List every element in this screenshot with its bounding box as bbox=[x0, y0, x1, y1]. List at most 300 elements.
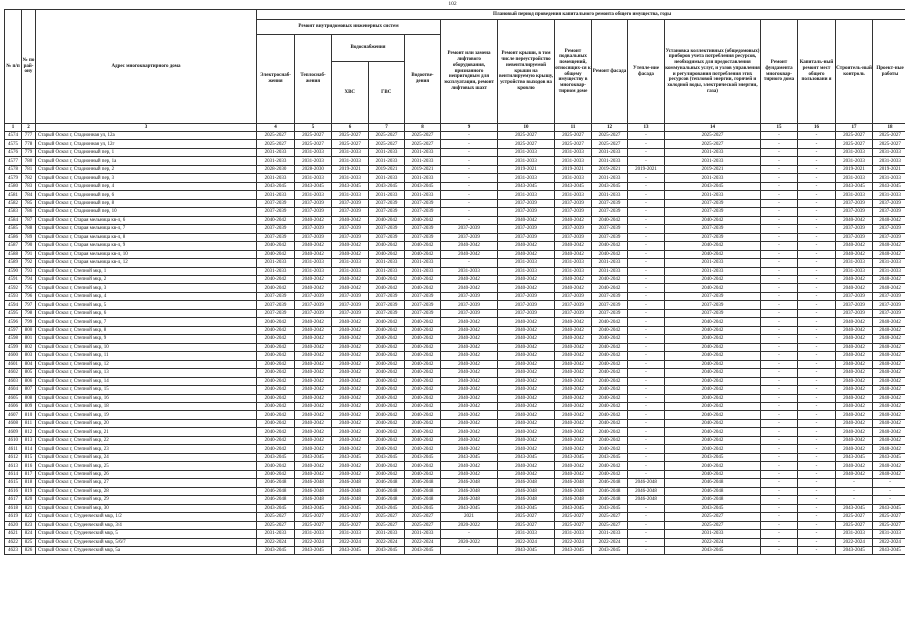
table-row bbox=[5, 233, 905, 241]
period-cell: 2031-2033 bbox=[555, 191, 592, 199]
period-cell: 2043-2045 bbox=[555, 546, 592, 554]
period-cell: - bbox=[761, 419, 798, 427]
period-cell: 2040-2042 bbox=[498, 326, 555, 334]
address-cell: Старый Оскол г, Студенческий мкр, 5/6/7 bbox=[36, 538, 257, 546]
period-cell: 2031-2033 bbox=[836, 267, 873, 275]
period-cell: 2040-2042 bbox=[836, 335, 873, 343]
period-cell: 2025-2027 bbox=[592, 521, 628, 529]
row-number: 4592 bbox=[5, 284, 22, 292]
period-cell: 2040-2042 bbox=[592, 216, 628, 224]
period-cell: 2046-2048 bbox=[295, 496, 332, 504]
period-cell: 2040-2042 bbox=[257, 275, 295, 283]
period-cell: 2037-2039 bbox=[873, 309, 905, 317]
period-cell: 2040-2042 bbox=[665, 411, 761, 419]
rayon-number: 805 bbox=[22, 369, 36, 377]
period-cell: 2031-2033 bbox=[257, 530, 295, 538]
period-cell: 2037-2039 bbox=[836, 309, 873, 317]
period-cell: 2040-2042 bbox=[592, 335, 628, 343]
period-cell: 2040-2042 bbox=[332, 428, 369, 436]
address-cell: Старый Оскол г, Степной мкр, 8 bbox=[36, 326, 257, 334]
period-cell: 2037-2039 bbox=[441, 225, 498, 233]
period-cell: 2040-2042 bbox=[295, 216, 332, 224]
header-insulation: Утепле-ние фасада bbox=[628, 20, 665, 124]
table-row bbox=[5, 132, 905, 140]
period-cell: 2043-2045 bbox=[332, 504, 369, 512]
period-cell: 2040-2042 bbox=[295, 419, 332, 427]
period-cell: 2040-2042 bbox=[295, 326, 332, 334]
rayon-number: 810 bbox=[22, 411, 36, 419]
rayon-number: 778 bbox=[22, 140, 36, 148]
header-hvs: ХВС bbox=[332, 62, 369, 123]
period-cell: 2037-2039 bbox=[498, 301, 555, 309]
period-cell: 2040-2042 bbox=[592, 284, 628, 292]
header-water-supply-group bbox=[332, 35, 405, 124]
period-cell: 2031-2033 bbox=[665, 259, 761, 267]
period-cell: - bbox=[761, 250, 798, 258]
period-cell: 2040-2042 bbox=[369, 284, 405, 292]
period-cell: - bbox=[798, 369, 836, 377]
rayon-number: 779 bbox=[22, 148, 36, 156]
address-cell: Старый Оскол г, Степной мкр, 5 bbox=[36, 301, 257, 309]
period-cell: 2040-2042 bbox=[873, 411, 905, 419]
period-cell: 2040-2042 bbox=[405, 411, 441, 419]
period-cell: 2046-2048 bbox=[555, 479, 592, 487]
period-cell: 2043-2045 bbox=[592, 504, 628, 512]
period-cell: 2037-2039 bbox=[836, 208, 873, 216]
period-cell: 2025-2027 bbox=[257, 132, 295, 140]
period-cell: - bbox=[798, 453, 836, 461]
period-cell: 2025-2027 bbox=[498, 521, 555, 529]
period-cell: 2022-2024 bbox=[592, 538, 628, 546]
period-cell: 2040-2042 bbox=[257, 436, 295, 444]
period-cell: 2025-2027 bbox=[405, 132, 441, 140]
period-cell: 2040-2042 bbox=[332, 335, 369, 343]
period-cell: 2040-2042 bbox=[873, 394, 905, 402]
rayon-number: 807 bbox=[22, 386, 36, 394]
period-cell: 2037-2039 bbox=[405, 225, 441, 233]
rayon-number: 798 bbox=[22, 309, 36, 317]
period-cell: 2040-2042 bbox=[555, 377, 592, 385]
period-cell: - bbox=[761, 165, 798, 173]
period-cell: 2040-2042 bbox=[369, 394, 405, 402]
period-cell: 2040-2042 bbox=[441, 326, 498, 334]
period-cell: 2040-2042 bbox=[873, 386, 905, 394]
header-plan-title: Плановый период проведения капитального ремонта общего имущества, годы bbox=[257, 10, 905, 20]
period-cell: - bbox=[761, 191, 798, 199]
period-cell: 2031-2033 bbox=[295, 259, 332, 267]
period-cell: 2046-2048 bbox=[555, 487, 592, 495]
period-cell: 2046-2048 bbox=[295, 479, 332, 487]
period-cell: 2019-2021 bbox=[332, 165, 369, 173]
period-cell: 2040-2042 bbox=[498, 386, 555, 394]
period-cell: - bbox=[628, 182, 665, 190]
period-cell: 2037-2039 bbox=[555, 233, 592, 241]
period-cell: 2031-2033 bbox=[873, 530, 905, 538]
column-number: 18 bbox=[873, 124, 905, 132]
period-cell: 2040-2042 bbox=[295, 369, 332, 377]
period-cell: 2040-2042 bbox=[555, 242, 592, 250]
period-cell: 2040-2042 bbox=[665, 403, 761, 411]
period-cell: 2037-2039 bbox=[665, 292, 761, 300]
period-cell: 2040-2042 bbox=[332, 216, 369, 224]
period-cell: 2040-2042 bbox=[405, 284, 441, 292]
period-cell: - bbox=[761, 318, 798, 326]
period-cell: 2040-2042 bbox=[369, 360, 405, 368]
period-cell: 2037-2039 bbox=[836, 225, 873, 233]
period-cell: - bbox=[761, 335, 798, 343]
period-cell: 2037-2039 bbox=[257, 225, 295, 233]
period-cell: 2019-2021 bbox=[836, 165, 873, 173]
period-cell: - bbox=[798, 479, 836, 487]
period-cell: 2040-2042 bbox=[369, 242, 405, 250]
row-number: 4608 bbox=[5, 419, 22, 427]
period-cell: 2025-2027 bbox=[257, 513, 295, 521]
period-cell: - bbox=[761, 242, 798, 250]
period-cell: 2040-2042 bbox=[873, 318, 905, 326]
table-row bbox=[5, 318, 905, 326]
period-cell: 2046-2048 bbox=[665, 496, 761, 504]
period-cell: 2040-2042 bbox=[836, 343, 873, 351]
table-row bbox=[5, 436, 905, 444]
period-cell: 2031-2033 bbox=[873, 259, 905, 267]
period-cell: 2046-2048 bbox=[555, 496, 592, 504]
period-cell: 2046-2048 bbox=[332, 479, 369, 487]
rayon-number: 783 bbox=[22, 182, 36, 190]
period-cell: - bbox=[798, 132, 836, 140]
period-cell: 2040-2042 bbox=[836, 470, 873, 478]
period-cell: 2040-2042 bbox=[332, 394, 369, 402]
period-cell: 2040-2042 bbox=[441, 411, 498, 419]
period-cell: - bbox=[761, 140, 798, 148]
rayon-number: 795 bbox=[22, 284, 36, 292]
period-cell: - bbox=[628, 403, 665, 411]
table-row bbox=[5, 487, 905, 495]
period-cell: 2046-2048 bbox=[592, 479, 628, 487]
column-number: 4 bbox=[257, 124, 295, 132]
rayon-number: 792 bbox=[22, 259, 36, 267]
rayon-number: 806 bbox=[22, 377, 36, 385]
period-cell: - bbox=[836, 496, 873, 504]
period-cell: 2025-2027 bbox=[332, 140, 369, 148]
period-cell: 2043-2045 bbox=[555, 453, 592, 461]
period-cell: 2040-2042 bbox=[257, 403, 295, 411]
period-cell: 2040-2042 bbox=[369, 462, 405, 470]
period-cell: - bbox=[798, 309, 836, 317]
period-cell: 2040-2042 bbox=[665, 470, 761, 478]
period-cell: - bbox=[798, 462, 836, 470]
period-cell: 2040-2042 bbox=[498, 284, 555, 292]
period-cell: - bbox=[761, 479, 798, 487]
period-cell: - bbox=[798, 343, 836, 351]
period-cell: - bbox=[441, 208, 498, 216]
period-cell: 2040-2042 bbox=[592, 326, 628, 334]
period-cell: 2031-2033 bbox=[405, 267, 441, 275]
address-cell: Старый Оскол г, Стадионный пер, 1 bbox=[36, 148, 257, 156]
period-cell: 2037-2039 bbox=[332, 292, 369, 300]
period-cell: 2043-2045 bbox=[295, 504, 332, 512]
period-cell: 2040-2042 bbox=[257, 428, 295, 436]
period-cell: 2040-2042 bbox=[555, 326, 592, 334]
period-cell: 2046-2048 bbox=[405, 496, 441, 504]
period-cell: - bbox=[761, 360, 798, 368]
rayon-number: 823 bbox=[22, 521, 36, 529]
row-number: 4588 bbox=[5, 250, 22, 258]
period-cell: 2031-2033 bbox=[257, 191, 295, 199]
period-cell: 2040-2042 bbox=[836, 216, 873, 224]
column-numbers-row bbox=[5, 124, 905, 132]
period-cell: 2037-2039 bbox=[369, 208, 405, 216]
table-row bbox=[5, 403, 905, 411]
period-cell: 2040-2042 bbox=[592, 242, 628, 250]
period-cell: 2043-2045 bbox=[498, 546, 555, 554]
period-cell: 2037-2039 bbox=[592, 199, 628, 207]
period-cell: 2037-2039 bbox=[555, 199, 592, 207]
period-cell: - bbox=[798, 267, 836, 275]
period-cell: - bbox=[628, 225, 665, 233]
period-cell: 2025-2027 bbox=[332, 132, 369, 140]
period-cell: 2040-2042 bbox=[836, 462, 873, 470]
period-cell: 2031-2033 bbox=[257, 267, 295, 275]
period-cell: - bbox=[798, 191, 836, 199]
period-cell: 2040-2042 bbox=[405, 369, 441, 377]
period-cell: 2025-2027 bbox=[873, 132, 905, 140]
period-cell: - bbox=[798, 275, 836, 283]
period-cell: 2031-2033 bbox=[592, 267, 628, 275]
period-cell: 2025-2027 bbox=[369, 132, 405, 140]
period-cell: 2043-2045 bbox=[257, 182, 295, 190]
period-cell: 2031-2033 bbox=[873, 191, 905, 199]
period-cell: 2040-2042 bbox=[592, 360, 628, 368]
column-number: 1 bbox=[5, 124, 22, 132]
capital-repair-table bbox=[4, 9, 905, 555]
table-row bbox=[5, 225, 905, 233]
period-cell: 2040-2042 bbox=[405, 216, 441, 224]
period-cell: - bbox=[798, 225, 836, 233]
period-cell: 2040-2042 bbox=[405, 250, 441, 258]
header-design: Проект-ные работы bbox=[873, 20, 905, 124]
period-cell: - bbox=[628, 216, 665, 224]
column-number: 13 bbox=[628, 124, 665, 132]
period-cell: - bbox=[628, 411, 665, 419]
period-cell: 2040-2042 bbox=[405, 419, 441, 427]
period-cell: 2040-2042 bbox=[555, 470, 592, 478]
period-cell: 2022-2024 bbox=[836, 538, 873, 546]
period-cell: 2040-2042 bbox=[665, 318, 761, 326]
row-number: 4619 bbox=[5, 513, 22, 521]
period-cell: 2025-2027 bbox=[405, 521, 441, 529]
period-cell: 2040-2042 bbox=[498, 216, 555, 224]
period-cell: 2040-2042 bbox=[555, 428, 592, 436]
row-number: 4575 bbox=[5, 140, 22, 148]
period-cell: - bbox=[628, 419, 665, 427]
period-cell: 2040-2042 bbox=[665, 386, 761, 394]
period-cell: 2031-2033 bbox=[295, 157, 332, 165]
period-cell: 2037-2039 bbox=[555, 225, 592, 233]
period-cell: 2046-2048 bbox=[369, 479, 405, 487]
period-cell: 2040-2042 bbox=[836, 352, 873, 360]
address-cell: Старый Оскол г, Степной мкр, 16 bbox=[36, 394, 257, 402]
table-row bbox=[5, 259, 905, 267]
address-cell: Старый Оскол г, Степной мкр, 12 bbox=[36, 360, 257, 368]
period-cell: 2046-2048 bbox=[441, 479, 498, 487]
period-cell: 2031-2033 bbox=[369, 191, 405, 199]
column-number: 17 bbox=[836, 124, 873, 132]
column-number: 3 bbox=[36, 124, 257, 132]
period-cell: 2037-2039 bbox=[295, 199, 332, 207]
period-cell: 2040-2042 bbox=[873, 326, 905, 334]
address-cell: Старый Оскол г, Стадионный пер, 2 bbox=[36, 165, 257, 173]
address-cell: Старый Оскол г, Стадионный пер, 8 bbox=[36, 199, 257, 207]
address-cell: Старый Оскол г, Студенческий мкр, 3/4 bbox=[36, 521, 257, 529]
period-cell: 2040-2042 bbox=[555, 369, 592, 377]
table-row bbox=[5, 174, 905, 182]
period-cell: - bbox=[761, 233, 798, 241]
period-cell: 2040-2042 bbox=[441, 403, 498, 411]
period-cell: 2040-2042 bbox=[332, 284, 369, 292]
period-cell: 2031-2033 bbox=[498, 259, 555, 267]
period-cell: - bbox=[798, 140, 836, 148]
period-cell: 2040-2042 bbox=[873, 428, 905, 436]
period-cell: 2040-2042 bbox=[592, 386, 628, 394]
period-cell: 2040-2042 bbox=[257, 394, 295, 402]
period-cell: 2040-2042 bbox=[295, 411, 332, 419]
table-row bbox=[5, 199, 905, 207]
period-cell: 2046-2048 bbox=[592, 487, 628, 495]
period-cell: 2025-2027 bbox=[332, 513, 369, 521]
period-cell: - bbox=[798, 487, 836, 495]
row-number: 4593 bbox=[5, 292, 22, 300]
period-cell: 2037-2039 bbox=[665, 199, 761, 207]
period-cell: - bbox=[761, 394, 798, 402]
header-no-rayon: № по рай-ону bbox=[22, 10, 36, 124]
period-cell: 2040-2042 bbox=[441, 352, 498, 360]
period-cell: 2043-2045 bbox=[498, 453, 555, 461]
address-cell: Старый Оскол г, Степной мкр, 2 bbox=[36, 275, 257, 283]
period-cell: - bbox=[628, 174, 665, 182]
table-row bbox=[5, 157, 905, 165]
header-roof: Ремонт крыши, в том числе переустройство невентилируемой крыши на вентилируемую крышу, устройство выходов на кровлю bbox=[498, 20, 555, 124]
period-cell: 2040-2042 bbox=[332, 445, 369, 453]
period-cell: 2040-2042 bbox=[257, 360, 295, 368]
period-cell: 2022-2024 bbox=[498, 538, 555, 546]
period-cell: 2037-2039 bbox=[405, 199, 441, 207]
period-cell: 2025-2027 bbox=[836, 513, 873, 521]
address-cell: Старый Оскол г, Степной мкр, 18 bbox=[36, 403, 257, 411]
period-cell: - bbox=[798, 242, 836, 250]
period-cell: - bbox=[761, 462, 798, 470]
period-cell: 2040-2042 bbox=[332, 326, 369, 334]
table-header bbox=[5, 10, 905, 132]
period-cell: 2043-2045 bbox=[836, 453, 873, 461]
period-cell: 2040-2042 bbox=[873, 360, 905, 368]
period-cell: 2040-2042 bbox=[592, 462, 628, 470]
period-cell: - bbox=[628, 233, 665, 241]
row-number: 4580 bbox=[5, 182, 22, 190]
period-cell: 2040-2042 bbox=[836, 284, 873, 292]
period-cell: - bbox=[628, 259, 665, 267]
table-row bbox=[5, 530, 905, 538]
period-cell: 2046-2048 bbox=[441, 496, 498, 504]
period-cell: 2025-2027 bbox=[405, 513, 441, 521]
period-cell: 2040-2042 bbox=[836, 428, 873, 436]
period-cell: 2043-2045 bbox=[257, 504, 295, 512]
period-cell: - bbox=[761, 132, 798, 140]
row-number: 4611 bbox=[5, 445, 22, 453]
rayon-number: 777 bbox=[22, 132, 36, 140]
header-no-pp: № п/п bbox=[5, 10, 22, 124]
period-cell: 2040-2042 bbox=[405, 318, 441, 326]
period-cell: 2046-2048 bbox=[295, 487, 332, 495]
period-cell: 2019-2021 bbox=[592, 165, 628, 173]
period-cell: 2040-2042 bbox=[498, 403, 555, 411]
period-cell: - bbox=[798, 233, 836, 241]
row-number: 4583 bbox=[5, 208, 22, 216]
row-number: 4607 bbox=[5, 411, 22, 419]
table-row bbox=[5, 479, 905, 487]
period-cell: 2043-2045 bbox=[441, 453, 498, 461]
period-cell: 2020-2022 bbox=[441, 521, 498, 529]
period-cell: 2046-2048 bbox=[257, 496, 295, 504]
period-cell: 2031-2033 bbox=[332, 530, 369, 538]
period-cell: 2021 bbox=[441, 513, 498, 521]
table-row bbox=[5, 411, 905, 419]
column-number: 2 bbox=[22, 124, 36, 132]
period-cell: 2040-2042 bbox=[405, 470, 441, 478]
period-cell: - bbox=[761, 436, 798, 444]
period-cell: 2040-2042 bbox=[441, 335, 498, 343]
row-number: 4623 bbox=[5, 546, 22, 554]
period-cell: 2037-2039 bbox=[332, 233, 369, 241]
column-number: 7 bbox=[369, 124, 405, 132]
address-cell: Старый Оскол г, Степной мкр, 29 bbox=[36, 496, 257, 504]
period-cell: 2019-2021 bbox=[555, 165, 592, 173]
rayon-number: 813 bbox=[22, 436, 36, 444]
period-cell: 2037-2039 bbox=[332, 309, 369, 317]
header-common-premises: Капиталь-ный ремонт мест общего пользовани я bbox=[798, 20, 836, 124]
period-cell: 2040-2042 bbox=[295, 470, 332, 478]
period-cell: - bbox=[441, 191, 498, 199]
period-cell: 2040-2042 bbox=[405, 445, 441, 453]
row-number: 4595 bbox=[5, 309, 22, 317]
period-cell: 2040-2042 bbox=[665, 377, 761, 385]
period-cell: 2031-2033 bbox=[592, 157, 628, 165]
period-cell: - bbox=[761, 182, 798, 190]
period-cell: 2046-2048 bbox=[665, 479, 761, 487]
period-cell: - bbox=[628, 250, 665, 258]
column-number: 9 bbox=[441, 124, 498, 132]
period-cell: 2037-2039 bbox=[665, 208, 761, 216]
row-number: 4613 bbox=[5, 462, 22, 470]
period-cell: 2040-2042 bbox=[369, 343, 405, 351]
period-cell: 2040-2042 bbox=[873, 275, 905, 283]
rayon-number: 821 bbox=[22, 504, 36, 512]
row-number: 4618 bbox=[5, 504, 22, 512]
period-cell: 2040-2042 bbox=[555, 352, 592, 360]
period-cell: 2037-2039 bbox=[257, 208, 295, 216]
address-cell: Старый Оскол г, Степной мкр, 25 bbox=[36, 462, 257, 470]
period-cell: 2040-2042 bbox=[665, 242, 761, 250]
table-row bbox=[5, 191, 905, 199]
page-number: 102 bbox=[448, 1, 457, 7]
period-cell: 2022-2024 bbox=[555, 538, 592, 546]
table-row bbox=[5, 275, 905, 283]
period-cell: 2031-2033 bbox=[665, 267, 761, 275]
period-cell: - bbox=[441, 132, 498, 140]
period-cell: - bbox=[761, 386, 798, 394]
address-cell: Старый Оскол г, Степной мкр, 21 bbox=[36, 428, 257, 436]
period-cell: 2025-2027 bbox=[836, 140, 873, 148]
period-cell: 2031-2033 bbox=[369, 174, 405, 182]
